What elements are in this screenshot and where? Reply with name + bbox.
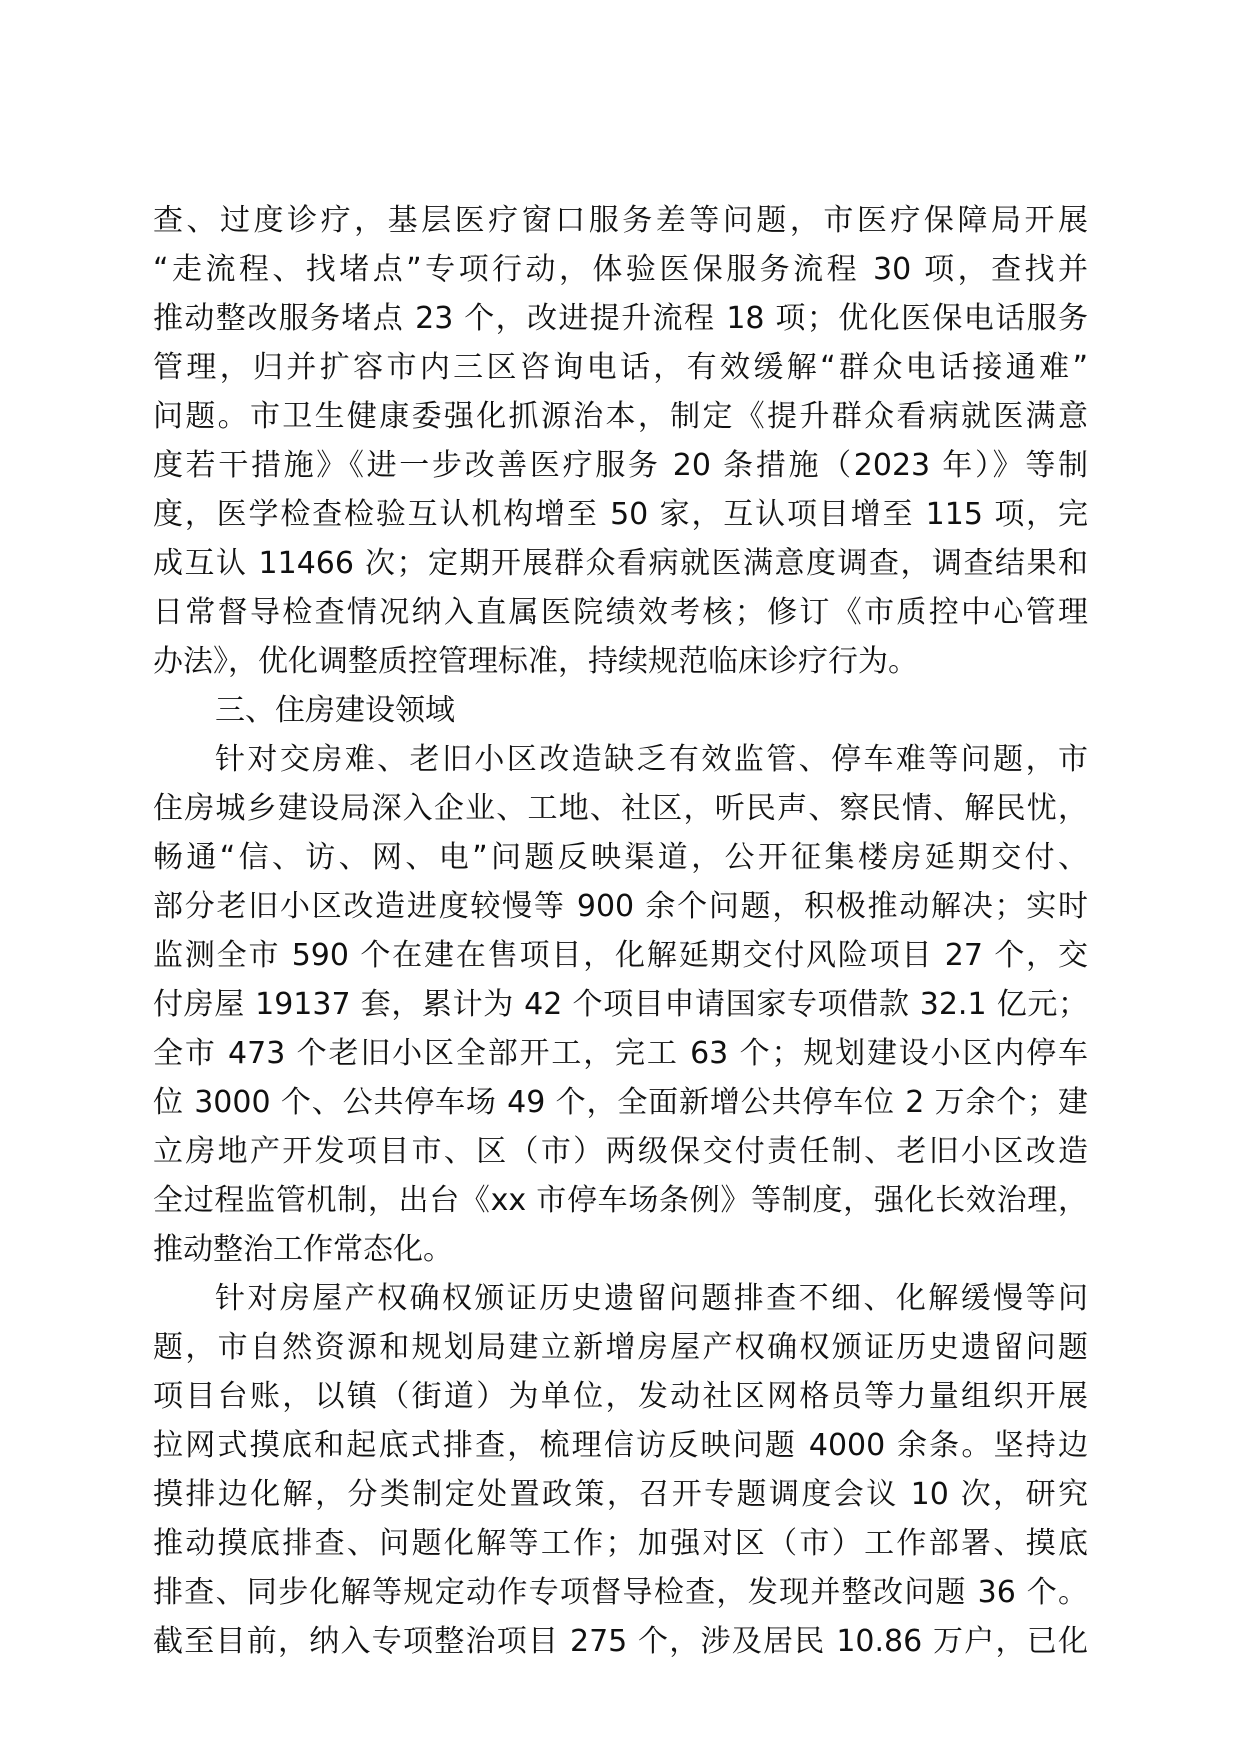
paragraph-property-rights [153,1274,1088,1666]
text-line: 推动整改服务堵点 23 个，改进提升流程 18 项；优化医保电话服务 [153,301,1088,336]
paragraph-medical-service [153,196,1088,686]
text-line: 立房地产开发项目市、区（市）两级保交付责任制、老旧小区改造 [153,1134,1088,1169]
text-line: 查、过度诊疗，基层医疗窗口服务差等问题，市医疗保障局开展 [153,203,1088,238]
text-line: 摸排边化解，分类制定处置政策，召开专题调度会议 10 次，研究 [153,1477,1088,1512]
section-heading-housing: 三、住房建设领域 [215,693,455,728]
text-line: 度，医学检查检验互认机构增至 50 家，互认项目增至 115 项，完 [153,497,1088,532]
text-line: 推动整治工作常态化。 [153,1232,453,1267]
text-line: 题，市自然资源和规划局建立新增房屋产权确权颁证历史遗留问题 [153,1330,1088,1365]
document-body [153,196,1088,1666]
paragraph-housing-delivery [153,735,1088,1274]
text-line: 办法》，优化调整质控管理标准，持续规范临床诊疗行为。 [153,644,918,679]
text-line: 畅通“信、访、网、电”问题反映渠道，公开征集楼房延期交付、 [153,840,1088,875]
text-line: 位 3000 个、公共停车场 49 个，全面新增公共停车位 2 万余个；建 [153,1085,1088,1120]
text-line: 项目台账，以镇（街道）为单位，发动社区网格员等力量组织开展 [153,1379,1088,1414]
text-line: 全市 473 个老旧小区全部开工，完工 63 个；规划建设小区内停车 [153,1036,1088,1071]
text-line: 拉网式摸底和起底式排查，梳理信访反映问题 4000 余条。坚持边 [153,1428,1088,1463]
text-line: 全过程监管机制，出台《xx 市停车场条例》等制度，强化长效治理， [153,1183,1088,1218]
text-line: 日常督导检查情况纳入直属医院绩效考核；修订《市质控中心管理 [153,595,1088,630]
text-line: 截至目前，纳入专项整治项目 275 个，涉及居民 10.86 万户，已化 [153,1624,1088,1659]
text-line: 问题。市卫生健康委强化抓源治本，制定《提升群众看病就医满意 [153,399,1088,434]
text-line: 成互认 11466 次；定期开展群众看病就医满意度调查，调查结果和 [153,546,1088,581]
text-line: 监测全市 590 个在建在售项目，化解延期交付风险项目 27 个，交 [153,938,1088,973]
text-line: 付房屋 19137 套，累计为 42 个项目申请国家专项借款 32.1 亿元； [153,987,1088,1022]
text-line: 推动摸底排查、问题化解等工作；加强对区（市）工作部署、摸底 [153,1526,1088,1561]
text-line: 针对交房难、老旧小区改造缺乏有效监管、停车难等问题，市 [215,742,1088,777]
text-line: 部分老旧小区改造进度较慢等 900 余个问题，积极推动解决；实时 [153,889,1088,924]
text-line: 住房城乡建设局深入企业、工地、社区，听民声、察民情、解民忧， [153,791,1088,826]
text-line: 管理，归并扩容市内三区咨询电话，有效缓解“群众电话接通难” [153,350,1088,385]
text-line: 度若干措施》《进一步改善医疗服务 20 条措施（2023 年）》等制 [153,448,1088,483]
text-line: “走流程、找堵点”专项行动，体验医保服务流程 30 项，查找并 [153,252,1088,287]
text-line: 针对房屋产权确权颁证历史遗留问题排查不细、化解缓慢等问 [215,1281,1088,1316]
text-line: 排查、同步化解等规定动作专项督导检查，发现并整改问题 36 个。 [153,1575,1088,1610]
